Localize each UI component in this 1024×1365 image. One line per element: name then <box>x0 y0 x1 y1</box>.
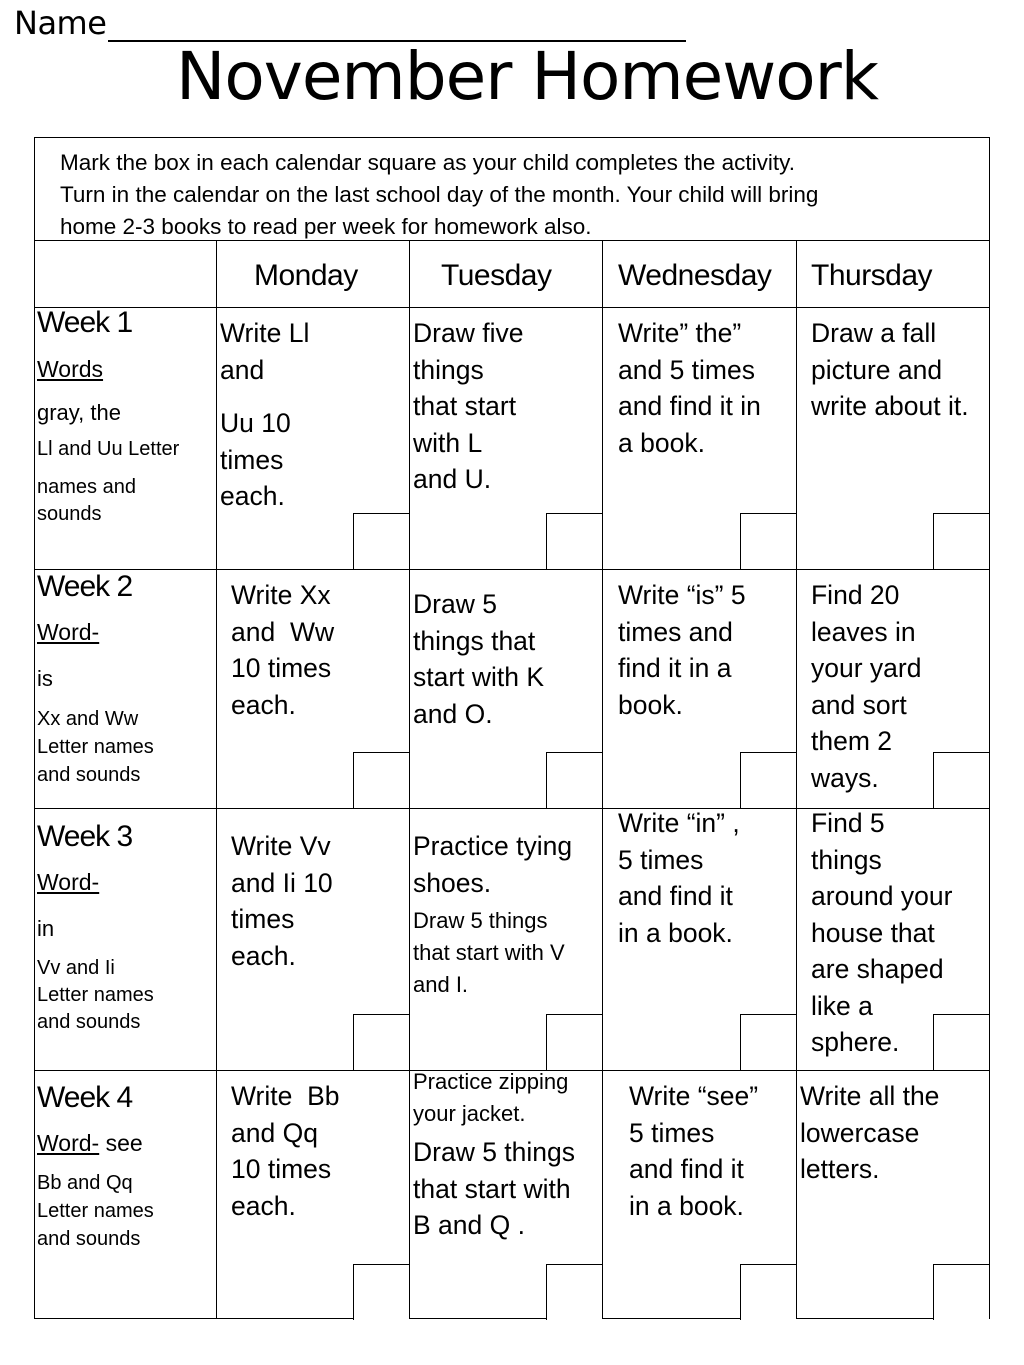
week-4-tuesday-task <box>413 1066 603 1244</box>
week-1-tuesday-task <box>413 315 598 498</box>
completion-checkbox[interactable] <box>933 1264 989 1320</box>
task-line: Draw 5 things <box>413 908 548 933</box>
task-line: Write “in” , <box>618 808 740 838</box>
task-line: a book. <box>618 427 705 458</box>
completion-checkbox[interactable] <box>740 513 796 569</box>
task-line: Write” the” <box>618 318 742 348</box>
word-label: Word- <box>37 619 100 645</box>
task-line: each. <box>231 689 296 720</box>
task-line: and find it <box>618 881 733 911</box>
letter-focus <box>37 438 215 528</box>
task-line: 5 times <box>629 1117 715 1148</box>
task-line: Find 20 <box>811 580 900 610</box>
day-header-thursday: Thursday <box>811 259 933 292</box>
week-title: Week 1 <box>37 306 133 339</box>
task-line: Write Ll <box>220 318 310 348</box>
word-label: Words <box>37 356 104 382</box>
sight-words: is <box>37 666 53 691</box>
task-line: each. <box>231 1190 296 1221</box>
letter-focus <box>37 955 215 1036</box>
task-line: and find it <box>629 1154 744 1184</box>
task-line: around your <box>811 881 953 911</box>
completion-checkbox[interactable] <box>933 513 989 569</box>
letter-focus <box>37 705 215 789</box>
task-line: 5 times <box>618 844 704 875</box>
task-line: ways. <box>811 762 879 793</box>
word-label: Word- <box>37 869 100 895</box>
task-line: leaves in <box>811 616 916 647</box>
task-line: that start with V <box>413 940 565 965</box>
task-line: and <box>220 354 265 385</box>
week-2-tuesday-task <box>413 586 598 732</box>
task-line: Draw 5 <box>413 589 497 619</box>
task-line: Write all the <box>800 1081 940 1111</box>
letter-focus-line: Xx and Ww <box>37 708 139 730</box>
day-header-tuesday: Tuesday <box>441 259 552 292</box>
task-line: Practice tying <box>413 831 573 861</box>
task-line: times <box>231 904 295 934</box>
name-blank-line[interactable] <box>108 6 686 42</box>
letter-focus-line: Ll and Uu Letter <box>37 438 180 460</box>
letter-focus <box>37 1169 215 1253</box>
week-3-wednesday-task <box>618 805 793 951</box>
task-line: and I. <box>413 972 469 997</box>
task-line: in a book. <box>618 917 733 948</box>
task-line: and U. <box>413 464 492 494</box>
task-line: and Ww <box>231 616 335 647</box>
task-line: write about it. <box>811 391 969 421</box>
task-line: times <box>220 444 284 475</box>
letter-focus-line: sounds <box>37 503 102 525</box>
task-line: lowercase <box>800 1117 920 1148</box>
task-line: 10 times <box>231 653 332 683</box>
letter-focus-line: names and <box>37 476 136 498</box>
letter-focus-line: Bb and Qq <box>37 1172 133 1194</box>
completion-checkbox[interactable] <box>933 752 989 808</box>
week-4-info <box>37 1080 215 1253</box>
week-1-monday-task <box>220 315 405 515</box>
completion-checkbox[interactable] <box>546 752 602 808</box>
page-title: November Homework <box>176 38 878 115</box>
week-3-tuesday-task <box>413 828 603 1001</box>
letter-focus-line: Vv and Ii <box>37 957 115 979</box>
week-1-info <box>37 305 215 528</box>
instructions-line: Mark the box in each calendar square as your child completes the activity. <box>60 150 795 175</box>
task-line: Uu 10 <box>220 408 291 438</box>
task-line: Write Vv <box>231 831 331 861</box>
week-1-wednesday-task <box>618 315 793 461</box>
task-line: letters. <box>800 1154 880 1184</box>
week-2-monday-task <box>231 577 406 723</box>
task-line: things <box>811 844 882 875</box>
letter-focus-line: and sounds <box>37 1011 141 1033</box>
task-line: and 5 times <box>618 354 755 385</box>
completion-checkbox[interactable] <box>546 1264 602 1320</box>
task-line: each. <box>231 940 296 971</box>
task-line: each. <box>220 481 285 511</box>
task-line: Find 5 <box>811 808 885 838</box>
week-2-wednesday-task <box>618 577 793 723</box>
letter-focus-line: and sounds <box>37 1228 141 1250</box>
task-line: Draw 5 things <box>413 1137 576 1167</box>
letter-focus-line: Letter names <box>37 736 154 758</box>
task-line: in a book. <box>629 1190 744 1221</box>
completion-checkbox[interactable] <box>546 1014 602 1070</box>
week-3-monday-task <box>231 828 406 974</box>
completion-checkbox[interactable] <box>353 513 409 569</box>
week-title: Week 4 <box>37 1081 133 1114</box>
sight-word-row <box>37 1130 215 1157</box>
day-header-wednesday: Wednesday <box>618 259 772 292</box>
week-4-wednesday-task <box>629 1078 794 1224</box>
grid-divider <box>409 241 410 1318</box>
week-2-info <box>37 569 215 789</box>
task-line: things that <box>413 625 536 656</box>
week-1-thursday-task <box>811 315 991 425</box>
word-label: Word- <box>37 1130 100 1156</box>
task-line: house that <box>811 917 935 948</box>
completion-checkbox[interactable] <box>353 1264 409 1320</box>
completion-checkbox[interactable] <box>740 752 796 808</box>
task-line: Write Bb <box>231 1081 340 1111</box>
day-header-monday: Monday <box>254 259 358 292</box>
task-line: your jacket. <box>413 1101 526 1126</box>
task-line: start with K <box>413 662 545 692</box>
task-line: that start with <box>413 1173 571 1204</box>
task-line: Draw five <box>413 318 524 348</box>
letter-focus-line: Letter names <box>37 1200 154 1222</box>
task-line: shoes. <box>413 867 492 898</box>
task-line: Write Xx <box>231 580 331 610</box>
name-field[interactable] <box>14 4 686 42</box>
task-line: B and Q . <box>413 1210 525 1240</box>
completion-checkbox[interactable] <box>740 1014 796 1070</box>
task-line: sphere. <box>811 1027 900 1057</box>
task-line: them 2 <box>811 726 893 756</box>
task-line: things <box>413 354 484 385</box>
task-line: your yard <box>811 653 922 683</box>
sight-words: see <box>99 1130 143 1156</box>
task-line: Draw a fall <box>811 318 937 348</box>
task-line: that start <box>413 391 517 421</box>
week-3-info <box>37 819 215 1036</box>
task-line: 10 times <box>231 1154 332 1184</box>
task-line: are shaped <box>811 954 944 984</box>
grid-divider <box>796 241 797 1318</box>
task-line: and Qq <box>231 1117 318 1148</box>
completion-checkbox[interactable] <box>353 1014 409 1070</box>
task-line: with L <box>413 427 483 458</box>
instructions-box <box>35 138 989 241</box>
task-line: like a <box>811 990 873 1021</box>
task-line: times and <box>618 616 733 647</box>
week-4-monday-task <box>231 1078 406 1224</box>
letter-focus-line: and sounds <box>37 764 141 786</box>
instructions-line: Turn in the calendar on the last school day of the month. Your child will bring <box>60 182 819 207</box>
task-line: book. <box>618 689 683 720</box>
letter-focus-line: Letter names <box>37 984 154 1006</box>
completion-checkbox[interactable] <box>740 1264 796 1320</box>
week-4-thursday-task <box>800 1078 990 1188</box>
homework-calendar <box>34 137 990 1319</box>
completion-checkbox[interactable] <box>353 752 409 808</box>
completion-checkbox[interactable] <box>933 1014 989 1070</box>
task-line: and Ii 10 <box>231 867 333 898</box>
task-line: and O. <box>413 698 493 729</box>
task-line: find it in a <box>618 653 732 683</box>
week-title: Week 3 <box>37 820 133 853</box>
task-line: Practice zipping <box>413 1069 569 1094</box>
instructions-line: home 2-3 books to read per week for homework also. <box>60 214 592 239</box>
sight-words: gray, the <box>37 400 121 425</box>
task-line: picture and <box>811 354 943 385</box>
task-line: and sort <box>811 689 907 720</box>
name-label: Name <box>14 4 107 42</box>
task-line: and find it in <box>618 391 761 421</box>
task-line: Write “see” <box>629 1081 759 1111</box>
week-title: Week 2 <box>37 570 133 603</box>
grid-divider <box>216 241 217 1318</box>
sight-words: in <box>37 916 55 941</box>
task-line: Write “is” 5 <box>618 580 746 610</box>
completion-checkbox[interactable] <box>546 513 602 569</box>
